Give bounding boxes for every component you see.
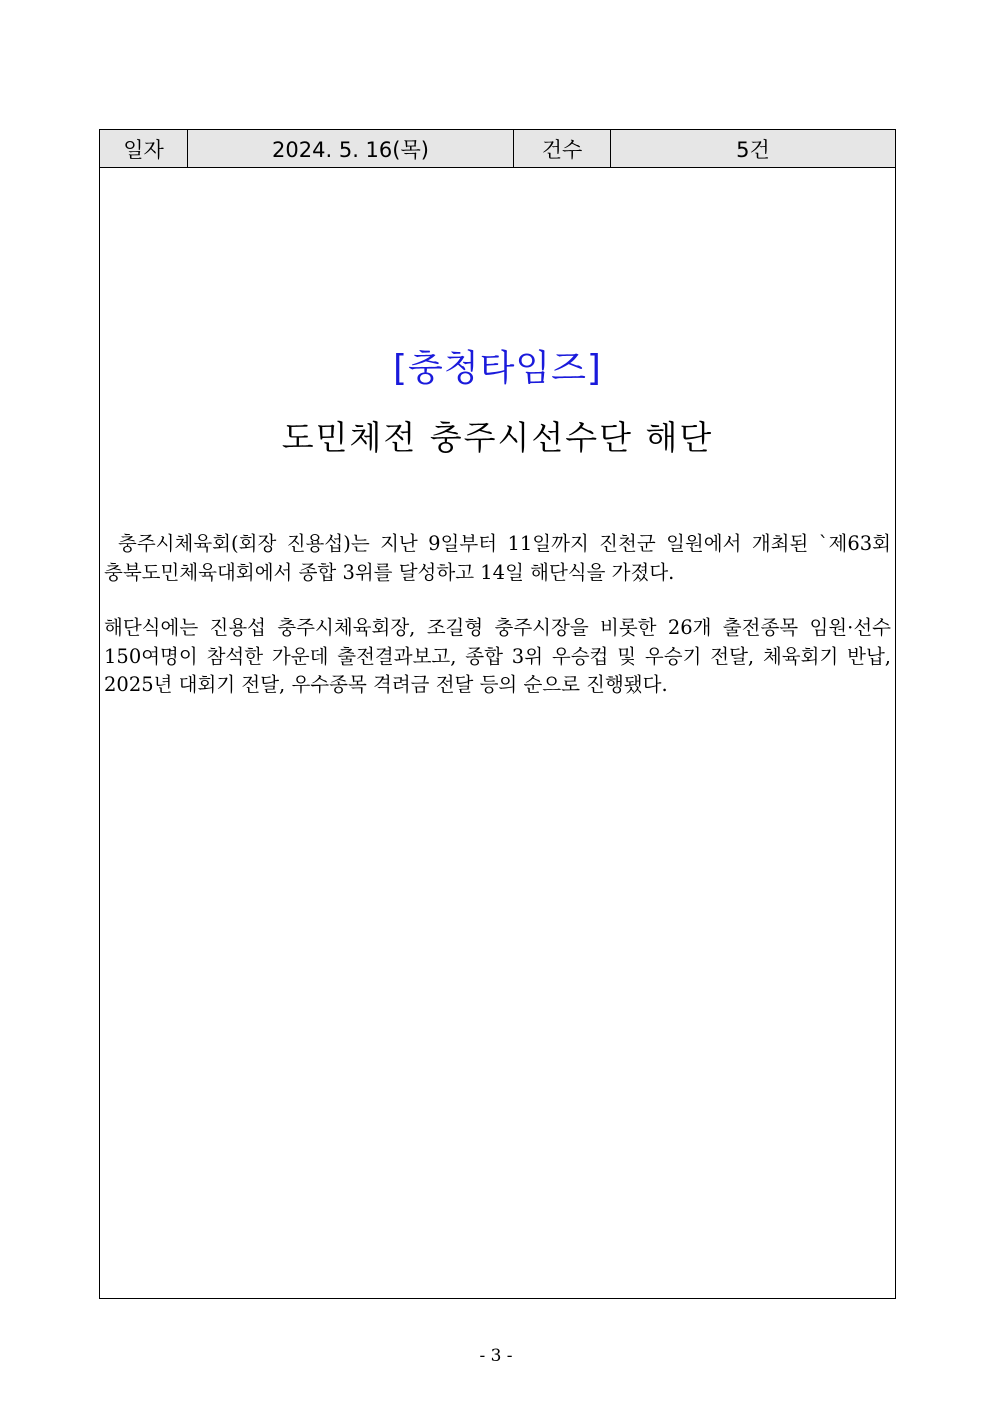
info-header-row (100, 130, 895, 168)
document-frame (99, 129, 896, 1299)
date-label: 일자 (100, 130, 188, 167)
news-source: [충청타임즈] (393, 348, 602, 389)
article-paragraph: 충주시체육회(회장 진용섭)는 지난 9일부터 11일까지 진천군 일원에서 개최된 `제63회 충북도민체육대회에서 종합 3위를 달성하고 14일 해단식을 가졌다. (104, 532, 891, 584)
article-headline: 도민체전 충주시선수단 해단 (281, 418, 714, 457)
page-number: - 3 - (479, 1346, 513, 1366)
date-value: 2024. 5. 16(목) (188, 130, 514, 167)
count-label: 건수 (514, 130, 611, 167)
article-body (104, 530, 891, 700)
article-paragraph: 해단식에는 진용섭 충주시체육회장, 조길형 충주시장을 비롯한 26개 출전종목 임원·선수 150여명이 참석한 가운데 출전결과보고, 종합 3위 우승컵 및 우승기 전달, 체육회기 반납, 2025년 대회기 전달, 우수종목 격려금 전달 등의 순으로 진행됐다. (104, 616, 891, 696)
count-value: 5건 (736, 137, 770, 162)
